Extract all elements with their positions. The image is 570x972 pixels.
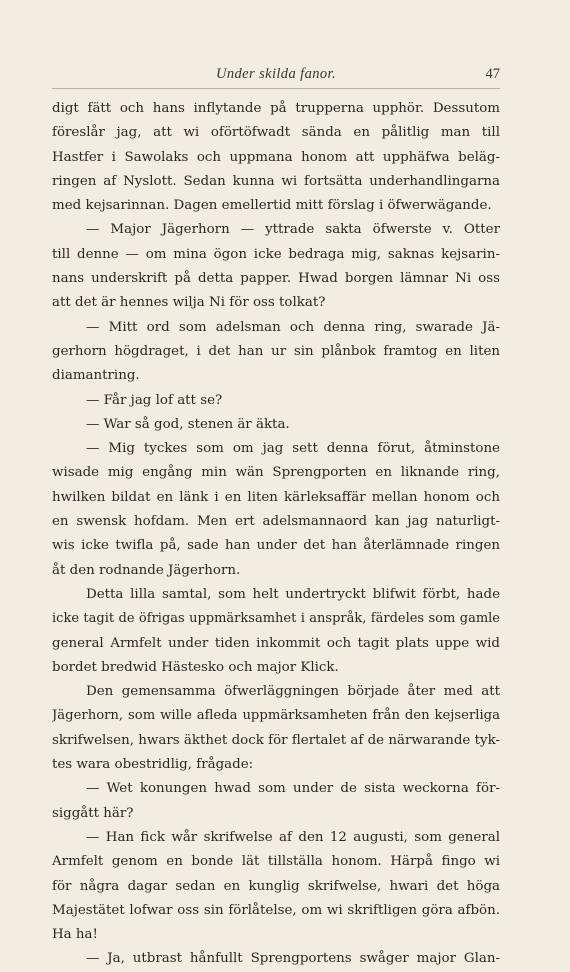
text-line: diamantring. [52, 368, 140, 384]
text-line: wis icke twifla på, sade han under det han återlämnade ringen [52, 538, 500, 554]
text-line: — Wet konungen hwad som under de sista weckorna för- [86, 781, 500, 797]
text-line: skrifwelsen, hwars äkthet dock för flertalet af de närwarande tyk- [52, 732, 500, 748]
text-line: till denne — om mina ögon icke bedraga mig, saknas kejsarin- [52, 246, 500, 262]
text-line: en swensk hofdam. Men ert adelsmannaord kan jag naturligt- [52, 514, 500, 530]
text-line: digt fätt och hans inflytande på trupperna upphör. Dessutom [52, 101, 500, 116]
text-line: siggått här? [52, 805, 134, 821]
text-line: tes wara obestridlig, frågade: [52, 757, 254, 773]
text-line: — War så god, stenen är äkta. [86, 416, 290, 432]
text-line: för några dagar sedan en kunglig skrifwelse, hwari det höga [52, 878, 500, 894]
text-line: gerhorn högdraget, i det han ur sin plånbok framtog en liten [52, 343, 500, 359]
text-line: ringen af Nyslott. Sedan kunna wi fortsätta underhandlingarna [52, 173, 500, 189]
text-line: med kejsarinnan. Dagen emellertid mitt förslag i öfwerwägande. [52, 198, 492, 214]
text-line: Majestätet lofwar oss sin förlåtelse, om wi skriftligen göra afbön. [52, 902, 500, 918]
text-line: — Ja, utbrast hånfullt Sprengportens swåger major Glan- [86, 951, 500, 967]
text-line: wisade mig engång min wän Sprengporten en liknande ring, [52, 465, 500, 481]
text-line: — Får jag lof att se? [86, 392, 223, 408]
text-line: åt den rodnande Jägerhorn. [52, 562, 241, 578]
text-line: — Mitt ord som adelsman och denna ring, swarade Jä- [86, 319, 500, 335]
text-line: Hastfer i Sawolaks och uppmana honom att upphäfwa beläg- [52, 149, 500, 165]
header-rule [52, 88, 500, 89]
text-line: Ha ha! [52, 927, 98, 943]
text-line: att det är hennes wilja Ni för oss tolkat? [52, 295, 326, 311]
text-line: nans underskrift på detta papper. Hwad borgen lämnar Ni oss [52, 271, 500, 287]
text-line: general Armfelt under tiden inkommit och tagit plats uppe wid [52, 635, 500, 651]
text-line: bordet bredwid Hästesko och major Klick. [52, 659, 339, 675]
page-number: 47 [485, 66, 500, 82]
body-text [52, 97, 500, 972]
text-line: Armfelt genom en bonde lät tillställa honom. Härpå fingo wi [52, 854, 500, 870]
text-line: Den gemensamma öfwerläggningen började åter med att [86, 684, 500, 700]
text-line: Detta lilla samtal, som helt undertryckt blifwit förbt, hade [86, 586, 500, 602]
text-line: — Mig tyckes som om jag sett denna förut, åtminstone [86, 441, 500, 457]
page-header [52, 66, 500, 86]
text-line: Jägerhorn, som wille afleda uppmärksamheten från den kejserliga [52, 708, 500, 724]
text-line: hwilken bildat en länk i en liten kärleksaffär mellan honom och [52, 489, 500, 505]
text-line: föreslår jag, att wi oförtöfwadt sända en pålitlig man till [52, 125, 500, 141]
text-line: — Major Jägerhorn — yttrade sakta öfwerste v. Otter [86, 222, 500, 238]
text-line: icke tagit de öfrigas uppmärksamhet i anspråk, färdeles som gamle [52, 611, 500, 627]
running-title: Under skilda fanor. [216, 66, 336, 82]
text-line: — Han fick wår skrifwelse af den 12 augusti, som general [86, 829, 500, 845]
